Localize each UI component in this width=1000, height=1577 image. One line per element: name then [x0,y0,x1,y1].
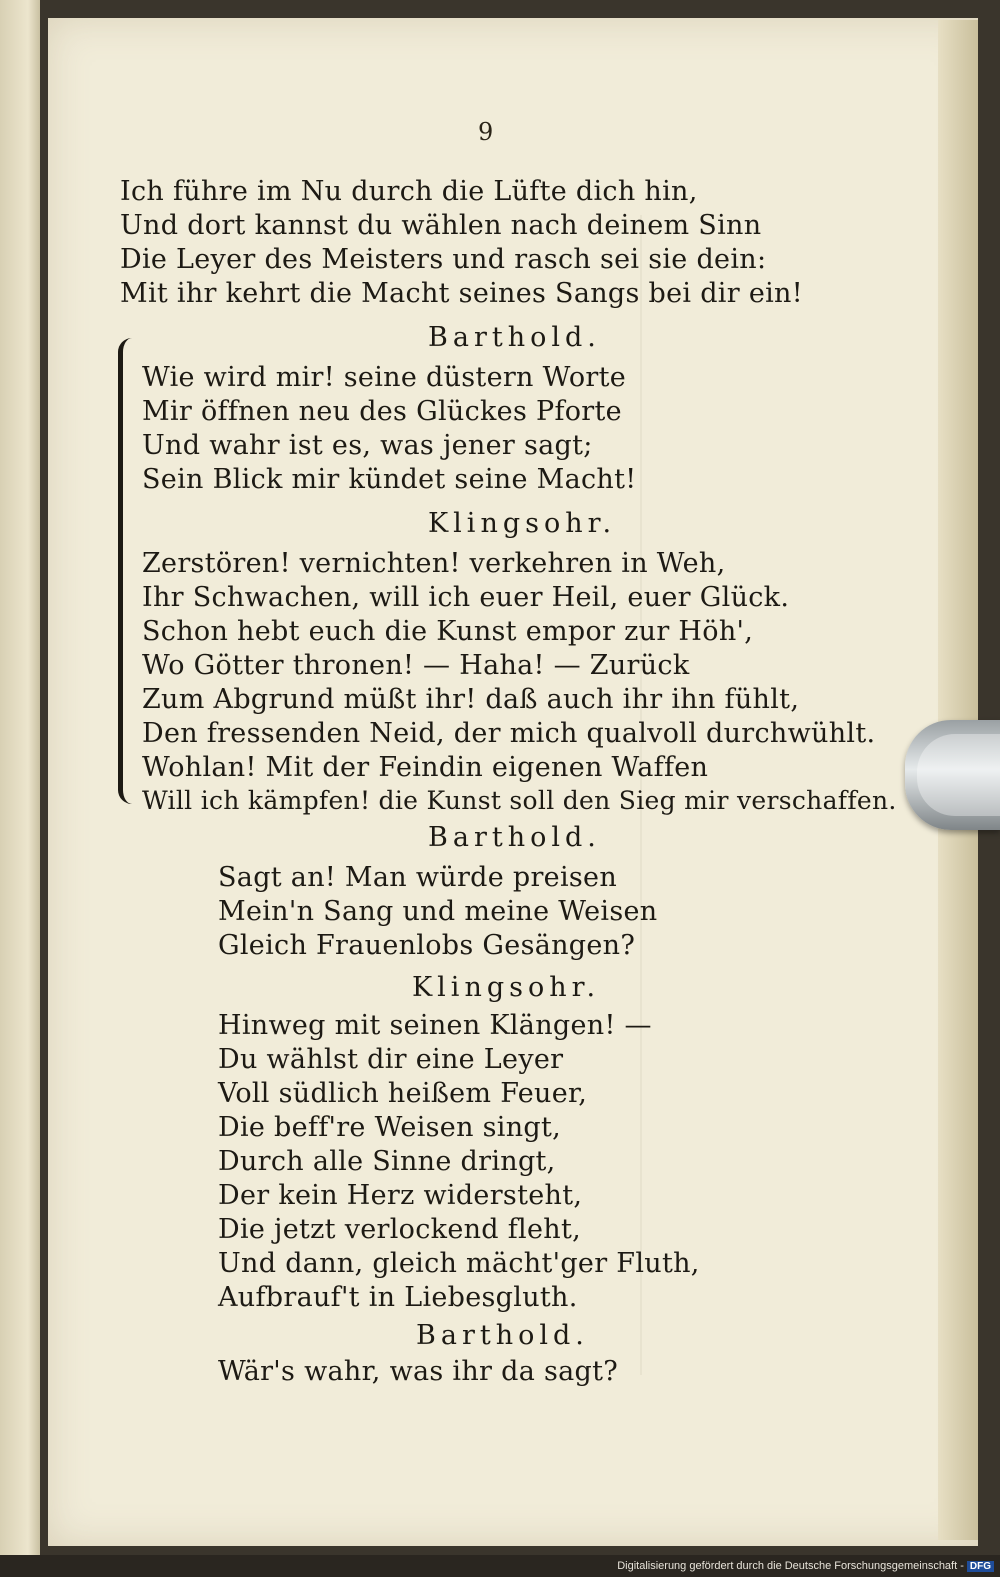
verse-line: Hinweg mit seinen Klängen! — [218,1010,652,1041]
dfg-logo: DFG [967,1561,994,1572]
verse-line: Und dann, gleich mächt'ger Fluth, [218,1248,700,1279]
verse-line: Wohlan! Mit der Feindin eigenen Waffen [142,752,709,783]
digitization-footer [617,1557,994,1575]
verse-line: Der kein Herz widersteht, [218,1180,583,1211]
verse-line: Voll südlich heißem Feuer, [218,1078,588,1109]
speaker-name: Klingsohr. [428,508,617,539]
verse-line: Und wahr ist es, was jener sagt; [142,430,593,461]
verse-line: Ich führe im Nu durch die Lüfte dich hin, [120,176,698,207]
verse-line: Wo Götter thronen! — Haha! — Zurück [142,650,690,681]
verse-line: Die jetzt verlockend fleht, [218,1214,581,1245]
speaker-name: Barthold. [428,822,601,853]
footer-text: Digitalisierung gefördert durch die Deutsche Forschungsgemeinschaft - [617,1560,964,1572]
verse-line: Die beff're Weisen singt, [218,1112,562,1143]
speaker-name: Barthold. [428,322,601,353]
verse-line: Sein Blick mir kündet seine Macht! [142,464,637,495]
previous-page-edge [0,0,40,1555]
verse-line: Gleich Frauenlobs Gesängen? [218,930,636,961]
verse-line: Zum Abgrund müßt ihr! daß auch ihr ihn fühlt, [142,684,800,715]
verse-line: Ihr Schwachen, will ich euer Heil, euer Glück. [142,582,790,613]
verse-line: Mir öffnen neu des Glückes Pforte [142,396,622,427]
verse-line: Mit ihr kehrt die Macht seines Sangs bei dir ein! [120,278,803,309]
verse-line: Du wählst dir eine Leyer [218,1044,564,1075]
verse-line: Wie wird mir! seine düstern Worte [142,362,627,393]
verse-line: Und dort kannst du wählen nach deinem Sinn [120,210,762,241]
page-clip [905,720,1000,830]
verse-line: Sagt an! Man würde preisen [218,862,618,893]
verse-line: Durch alle Sinne dringt, [218,1146,556,1177]
page-number: 9 [478,118,494,146]
verse-line: Zerstören! vernichten! verkehren in Weh, [142,548,726,579]
speaker-name: Klingsohr. [412,972,601,1003]
left-brace [118,338,139,804]
verse-line: Schon hebt euch die Kunst empor zur Höh', [142,616,754,647]
verse-line: Die Leyer des Meisters und rasch sei sie dein: [120,244,767,275]
speaker-name: Barthold. [416,1320,589,1351]
verse-line: Den fressenden Neid, der mich qualvoll durchwühlt. [142,718,876,749]
verse-line: Aufbrauf't in Liebesgluth. [218,1282,578,1313]
page-clip-highlight [917,734,1000,816]
verse-line: Wär's wahr, was ihr da sagt? [218,1356,619,1387]
verse-line: Mein'n Sang und meine Weisen [218,896,658,927]
verse-line: Will ich kämpfen! die Kunst soll den Sieg mir verschaffen. [142,786,897,815]
